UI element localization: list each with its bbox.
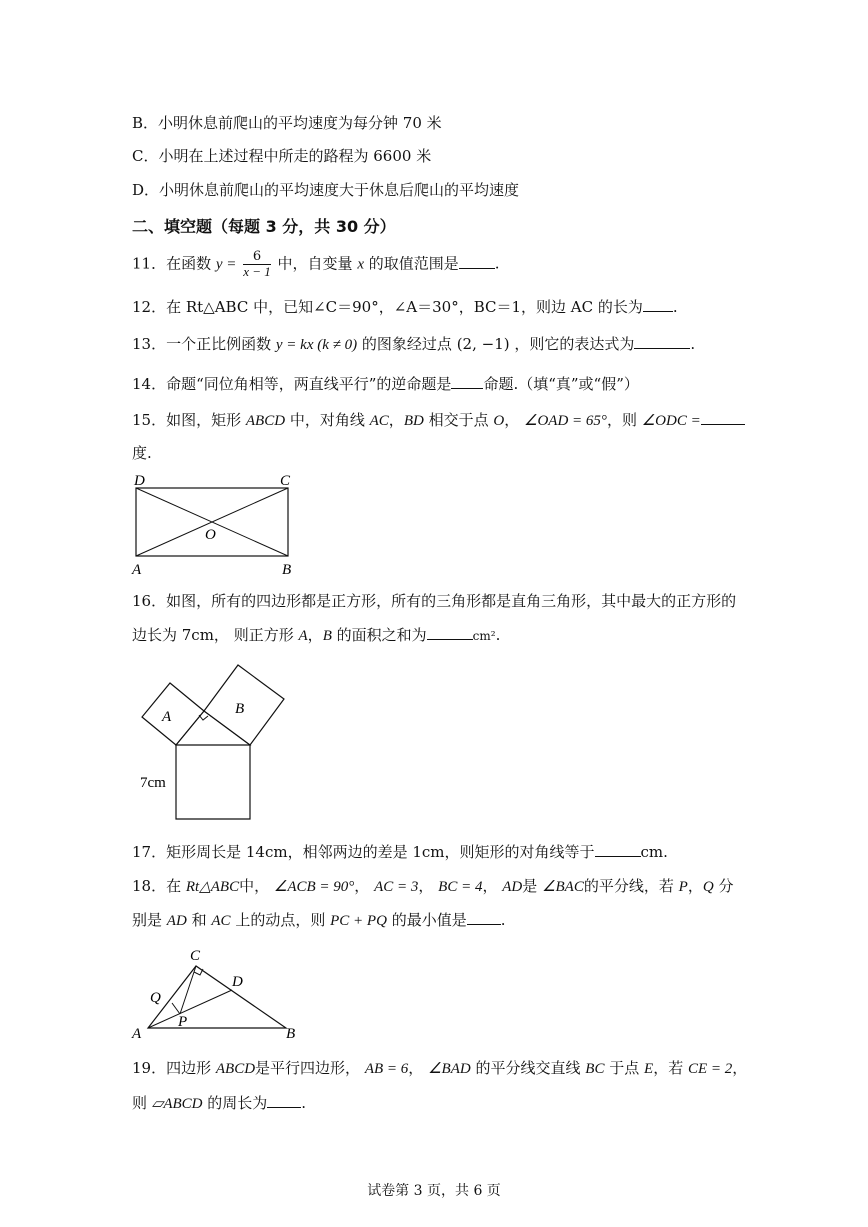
q17-end: . [663, 843, 668, 861]
q16-line2-prefix: 边长为 7cm， 则正方形 [132, 626, 294, 644]
q15-label-c: C [280, 473, 291, 489]
q19-line1 [132, 1058, 747, 1079]
question-15 [132, 410, 745, 431]
q15-bd: BD [403, 413, 424, 429]
q18-label-d: D [232, 974, 243, 990]
q18-line2-post: 的最小值是 [391, 911, 467, 929]
q13-answer-blank[interactable] [634, 334, 690, 349]
option-b: B．小明休息前爬山的平均速度为每分钟 70 米 [132, 114, 442, 132]
q18-end: . [500, 911, 506, 929]
q16-label-a: A [162, 709, 172, 725]
q15-label-o: O [205, 527, 216, 543]
q14-answer-blank[interactable] [451, 374, 483, 389]
q19-ce: CE = 2 [688, 1061, 733, 1077]
q16-line1: 16．如图，所有的四边形都是正方形，所有的三角形都是直角三角形，其中最大的正方形的 [132, 592, 737, 610]
q18-expression: PC + PQ [330, 913, 387, 929]
q19-answer-blank[interactable] [267, 1093, 301, 1108]
q15-line2: 度. [132, 444, 152, 462]
q18-label-c: C [190, 948, 201, 964]
q18-segment-pc [180, 966, 196, 1014]
q11-numerator: 6 [243, 250, 271, 265]
q12-end: . [672, 298, 678, 316]
q19-ab: AB = 6 [364, 1061, 409, 1077]
q18-m2: ， [354, 877, 370, 895]
question-14 [132, 374, 639, 394]
q16-squares-figure [130, 655, 300, 825]
q11-denominator: x − 1 [243, 264, 271, 279]
question-17 [132, 842, 668, 862]
q16-unit: cm² [472, 629, 496, 643]
q18-line1 [132, 876, 733, 897]
question-13 [132, 334, 695, 355]
q15-odc: ∠ODC = [641, 413, 701, 429]
option-c: C．小明在上述过程中所走的路程为 6600 米 [132, 147, 432, 165]
q18-ac2: AC [211, 913, 231, 929]
q13-expression: y = kx (k ≠ 0) [275, 337, 358, 353]
q19-m5: ，若 [653, 1059, 684, 1077]
q18-prefix: 18．在 [132, 877, 182, 895]
q19-bc: BC [585, 1061, 605, 1077]
q15-answer-blank[interactable] [701, 410, 745, 425]
q15-label-a: A [132, 562, 142, 578]
q17-text: 17．矩形周长是 14cm，相邻两边的差是 1cm，则矩形的对角线等于 [132, 843, 595, 861]
section-title-fill-in: 二、填空题（每题 3 分，共 30 分） [132, 217, 396, 236]
q16-square-a [142, 683, 204, 745]
q15-oad: ∠OAD = 65° [524, 413, 607, 429]
q17-unit: cm [640, 843, 664, 861]
q19-e: E [644, 1061, 654, 1077]
q15-comma: ， [388, 411, 404, 429]
q15-mid3: ， [504, 411, 520, 429]
q11-text-1: 中，自变量 [277, 254, 353, 273]
q19-end: . [301, 1094, 307, 1112]
q19-m3: 的平分线交直线 [475, 1059, 581, 1077]
q19-m1: 是平行四边形， [255, 1059, 361, 1077]
q18-acb: ∠ACB = 90° [273, 879, 355, 895]
q13-end: . [690, 335, 696, 353]
q11-text-2: 的取值范围是 [368, 254, 459, 273]
q18-ad2: AD [166, 913, 187, 929]
q11-y: y = [215, 256, 237, 273]
q15-mid2: 相交于点 [428, 411, 489, 429]
q18-ad: AD [502, 879, 523, 895]
q15-prefix: 15．如图，矩形 [132, 411, 242, 429]
q13-prefix: 13．一个正比例函数 [132, 335, 272, 353]
q19-m6: ， [732, 1059, 748, 1077]
q18-m4: ， [482, 877, 498, 895]
q16-a: A [298, 628, 308, 644]
q14-post: 命题.（填“真”或“假”） [483, 375, 639, 393]
q18-m1: 中， [239, 877, 270, 895]
q18-q: Q [702, 879, 714, 895]
q15-rectangle-figure [128, 470, 308, 580]
q18-m6: 的平分线，若 [583, 877, 674, 895]
q16-comma: ， [307, 626, 323, 644]
q19-line2 [132, 1093, 306, 1114]
page-footer: 试卷第 3 页，共 6 页 [367, 1183, 501, 1199]
q11-end: . [494, 254, 500, 273]
q11-fraction [243, 250, 271, 279]
q18-ac: AC = 3 [374, 879, 419, 895]
q11-x: x [357, 256, 364, 273]
q19-prefix: 19．四边形 [132, 1059, 212, 1077]
q18-m8: 分 [718, 877, 734, 895]
q12-text: 12．在 Rt△ABC 中，已知∠C＝90°，∠A＝30°，BC＝1，则边 AC 的长为 [132, 298, 643, 316]
q18-triangle: Rt△ABC [185, 879, 240, 895]
q18-and: 和 [191, 911, 207, 929]
q19-line2-prefix: 则 [132, 1094, 148, 1112]
q15-mid4: ，则 [606, 411, 637, 429]
q18-line2-mid: 上的动点，则 [235, 911, 326, 929]
q15-o: O [493, 413, 505, 429]
q18-bac: ∠BAC [542, 879, 584, 895]
q19-bad: ∠BAD [428, 1061, 471, 1077]
q11-prefix: 11．在函数 [132, 254, 212, 273]
q19-line2-post: 的周长为 [207, 1094, 268, 1112]
q15-label-b: B [282, 562, 292, 578]
q13-mid: 的图象经过点 [361, 335, 452, 353]
q16-b: B [322, 628, 332, 644]
q18-m5: 是 [522, 877, 538, 895]
q16-label-b: B [235, 701, 245, 717]
q15-label-d: D [134, 473, 145, 489]
q16-end: . [495, 626, 501, 644]
question-12 [132, 297, 678, 317]
q15-mid1: 中，对角线 [289, 411, 365, 429]
q15-ac: AC [369, 413, 389, 429]
q16-side-label: 7cm [140, 775, 166, 791]
q18-triangle-figure [128, 940, 308, 1040]
q18-bc: BC = 4 [438, 879, 483, 895]
q19-m4: 于点 [609, 1059, 640, 1077]
q13-post: ，则它的表达式为 [514, 335, 635, 353]
question-11 [132, 250, 500, 279]
q17-answer-blank[interactable] [595, 842, 641, 857]
q15-abcd: ABCD [245, 413, 286, 429]
option-d: D．小明休息前爬山的平均速度大于休息后爬山的平均速度 [132, 181, 520, 199]
q16-line2-post: 的面积之和为 [336, 626, 427, 644]
q18-label-p: P [178, 1014, 188, 1030]
q18-segment-pq [172, 1003, 180, 1014]
q18-label-q: Q [150, 990, 161, 1006]
q14-prefix: 14．命题“同位角相等，两直线平行”的逆命题是 [132, 375, 452, 393]
q12-answer-blank[interactable] [643, 297, 673, 312]
q19-abcd: ABCD [215, 1061, 256, 1077]
q18-label-a: A [132, 1026, 142, 1040]
q18-label-b: B [286, 1026, 296, 1040]
q18-line2-prefix: 别是 [132, 911, 163, 929]
q16-answer-blank[interactable] [427, 625, 473, 640]
q18-answer-blank[interactable] [467, 910, 501, 925]
q18-m3: ， [418, 877, 434, 895]
q19-parallelogram: ▱ABCD [151, 1096, 203, 1112]
q13-point: (2, −1) [456, 335, 510, 353]
q11-answer-blank[interactable] [459, 254, 495, 269]
q18-line2 [132, 910, 506, 931]
q16-large-square [176, 745, 250, 819]
q19-m2: ， [408, 1059, 424, 1077]
q16-line2 [132, 625, 500, 646]
q18-m7: ， [687, 877, 703, 895]
q18-p: P [678, 879, 688, 895]
